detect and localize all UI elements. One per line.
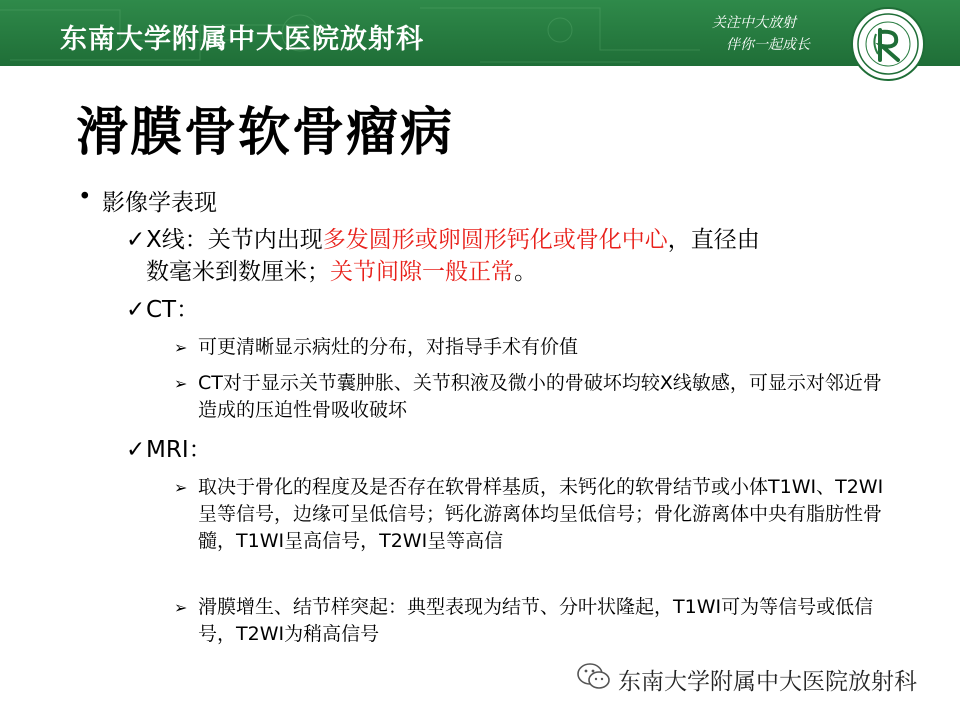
arrow-bullet-icon: ➢	[174, 478, 188, 497]
checkmark-icon: ✓	[126, 297, 146, 323]
xray-end: 。	[514, 259, 537, 285]
xray-highlight-1: 多发圆形或卵圆形钙化或骨化中心	[322, 227, 668, 253]
mri-label: MRI：	[146, 437, 212, 463]
xray-label: X线：关节内出现	[146, 227, 323, 253]
department-title: 东南大学附属中大医院放射科	[60, 24, 424, 55]
xray-mid: ，直径由	[667, 227, 760, 253]
slogan-line-1: 关注中大放射	[712, 15, 796, 31]
xray-highlight-2: 关节间隙一般正常	[330, 259, 514, 285]
bullet-dot-icon: •	[78, 184, 92, 210]
arrow-bullet-icon: ➢	[174, 338, 188, 357]
slide-title: 滑膜骨软骨瘤病	[76, 102, 455, 163]
hospital-radiology-logo	[850, 6, 926, 82]
slogan-line-2: 伴你一起成长	[726, 37, 810, 53]
checkmark-icon: ✓	[126, 227, 146, 253]
xray-line2: 数毫米到数厘米；	[146, 259, 330, 285]
mri-item	[126, 434, 886, 466]
ct-point-1	[174, 334, 874, 361]
mri-point-1-text: 取决于骨化的程度及是否存在软骨样基质，未钙化的软骨结节或小体T1WI、T2WI呈等信号，边缘可呈低信号；钙化游离体均呈低信号；骨化游离体中央有脂肪性骨髓，T1WI呈高信号，T2WI呈等高信	[198, 476, 884, 552]
mri-point-2	[174, 594, 884, 648]
ct-point-2	[174, 370, 884, 424]
checkmark-icon: ✓	[126, 437, 146, 463]
header-banner	[0, 0, 960, 66]
slogan	[712, 12, 810, 56]
bullet-imaging-text: 影像学表现	[102, 190, 217, 216]
ct-point-1-text: 可更清晰显示病灶的分布，对指导手术有价值	[198, 336, 579, 358]
ct-point-2-text: CT对于显示关节囊肿胀、关节积液及微小的骨破坏均较X线敏感，可显示对邻近骨造成的压迫性骨吸收破坏	[198, 372, 882, 421]
arrow-bullet-icon: ➢	[174, 598, 188, 617]
wechat-icon	[576, 662, 612, 692]
ct-item	[126, 294, 886, 326]
arrow-bullet-icon: ➢	[174, 374, 188, 393]
mri-point-2-text: 滑膜增生、结节样突起：典型表现为结节、分叶状隆起，T1WI可为等信号或低信号，T2WI为稍高信号	[198, 596, 874, 645]
ct-label: CT：	[146, 297, 200, 323]
watermark-text: 东南大学附属中大医院放射科	[618, 669, 917, 695]
mri-point-1	[174, 474, 884, 555]
xray-item	[126, 224, 886, 288]
